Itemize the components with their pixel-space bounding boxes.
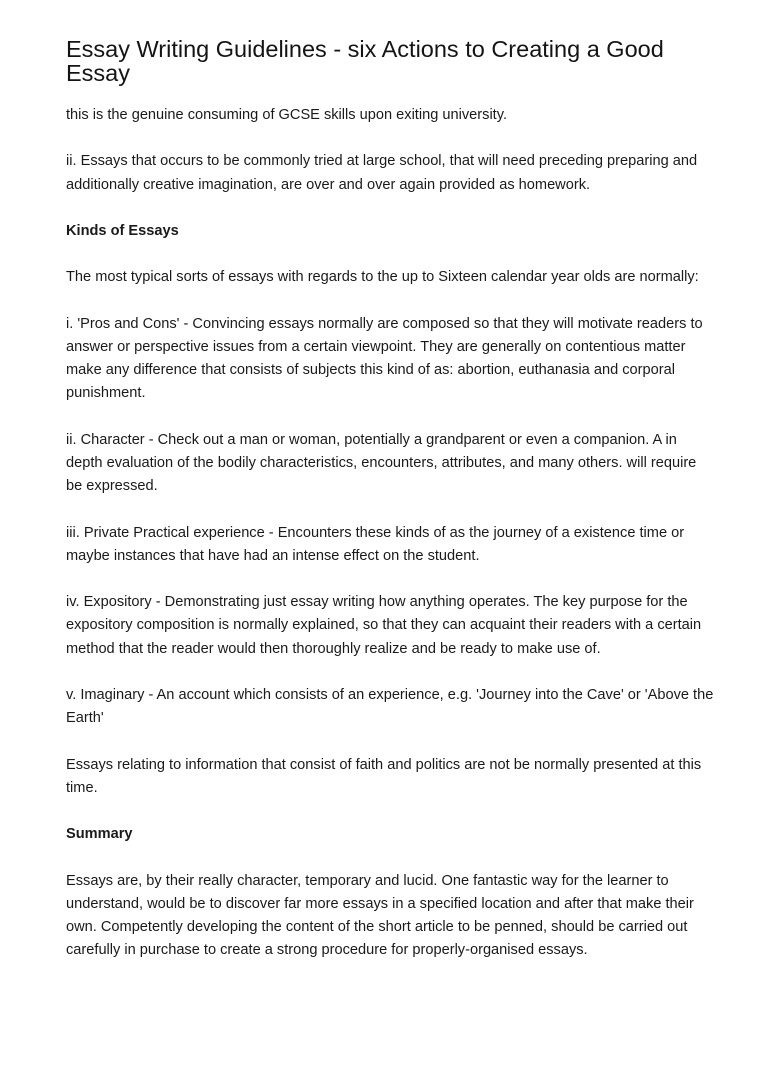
paragraph-private-experience: iii. Private Practical experience - Encounters these kinds of as the journey of a existence time or maybe instances that have had an intense effect on the student.: [66, 524, 685, 564]
paragraph-expository: iv. Expository - Demonstrating just essay writing how anything operates. The key purpose for the expository composition is normally explained, so that they can acquaint their readers with a certain method that the reader would then thoroughly realize and be ready to make use of.: [66, 594, 702, 657]
paragraph-imaginary: v. Imaginary - An account which consists of an experience, e.g. 'Journey into the Cave' or 'Above the Earth': [66, 686, 714, 727]
paragraph-pros-and-cons: i. 'Pros and Cons' - Convincing essays normally are composed so that they will motivate readers to answer or perspective issues from a certain viewpoint. They are generally on contentious matter make any difference that consists of subjects this kind of as: abortion, euthanasia and corporal punishment.: [66, 315, 703, 402]
paragraph-faith-politics: Essays relating to information that consist of faith and politics are not be normally presented at this time.: [66, 756, 702, 796]
paragraph-summary: Essays are, by their really character, temporary and lucid. One fantastic way for the learner to understand, would be to discover far more essays in a specified location and after that make their own. Competently developing the content of the short article to be penned, should be carried out carefully in purchase to create a strong procedure for properly-organised essays.: [66, 872, 694, 959]
page-title: Essay Writing Guidelines - six Actions to Creating a Good Essay: [66, 36, 664, 86]
section-heading-kinds: Kinds of Essays: [66, 222, 179, 239]
section-heading-summary: Summary: [66, 826, 133, 843]
paragraph-typical-sorts: The most typical sorts of essays with regards to the up to Sixteen calendar year olds are normally:: [66, 269, 699, 286]
paragraph-character: ii. Character - Check out a man or woman, potentially a grandparent or even a companion. A in depth evaluation of the bodily characteristics, encounters, attributes, and many others. will require be expressed.: [66, 431, 697, 495]
document-page: [66, 37, 716, 986]
paragraph-intro: this is the genuine consuming of GCSE skills upon exiting university.: [66, 107, 508, 123]
paragraph-homework: ii. Essays that occurs to be commonly tried at large school, that will need preceding preparing and additionally creative imagination, are over and over again provided as homework.: [66, 153, 698, 193]
